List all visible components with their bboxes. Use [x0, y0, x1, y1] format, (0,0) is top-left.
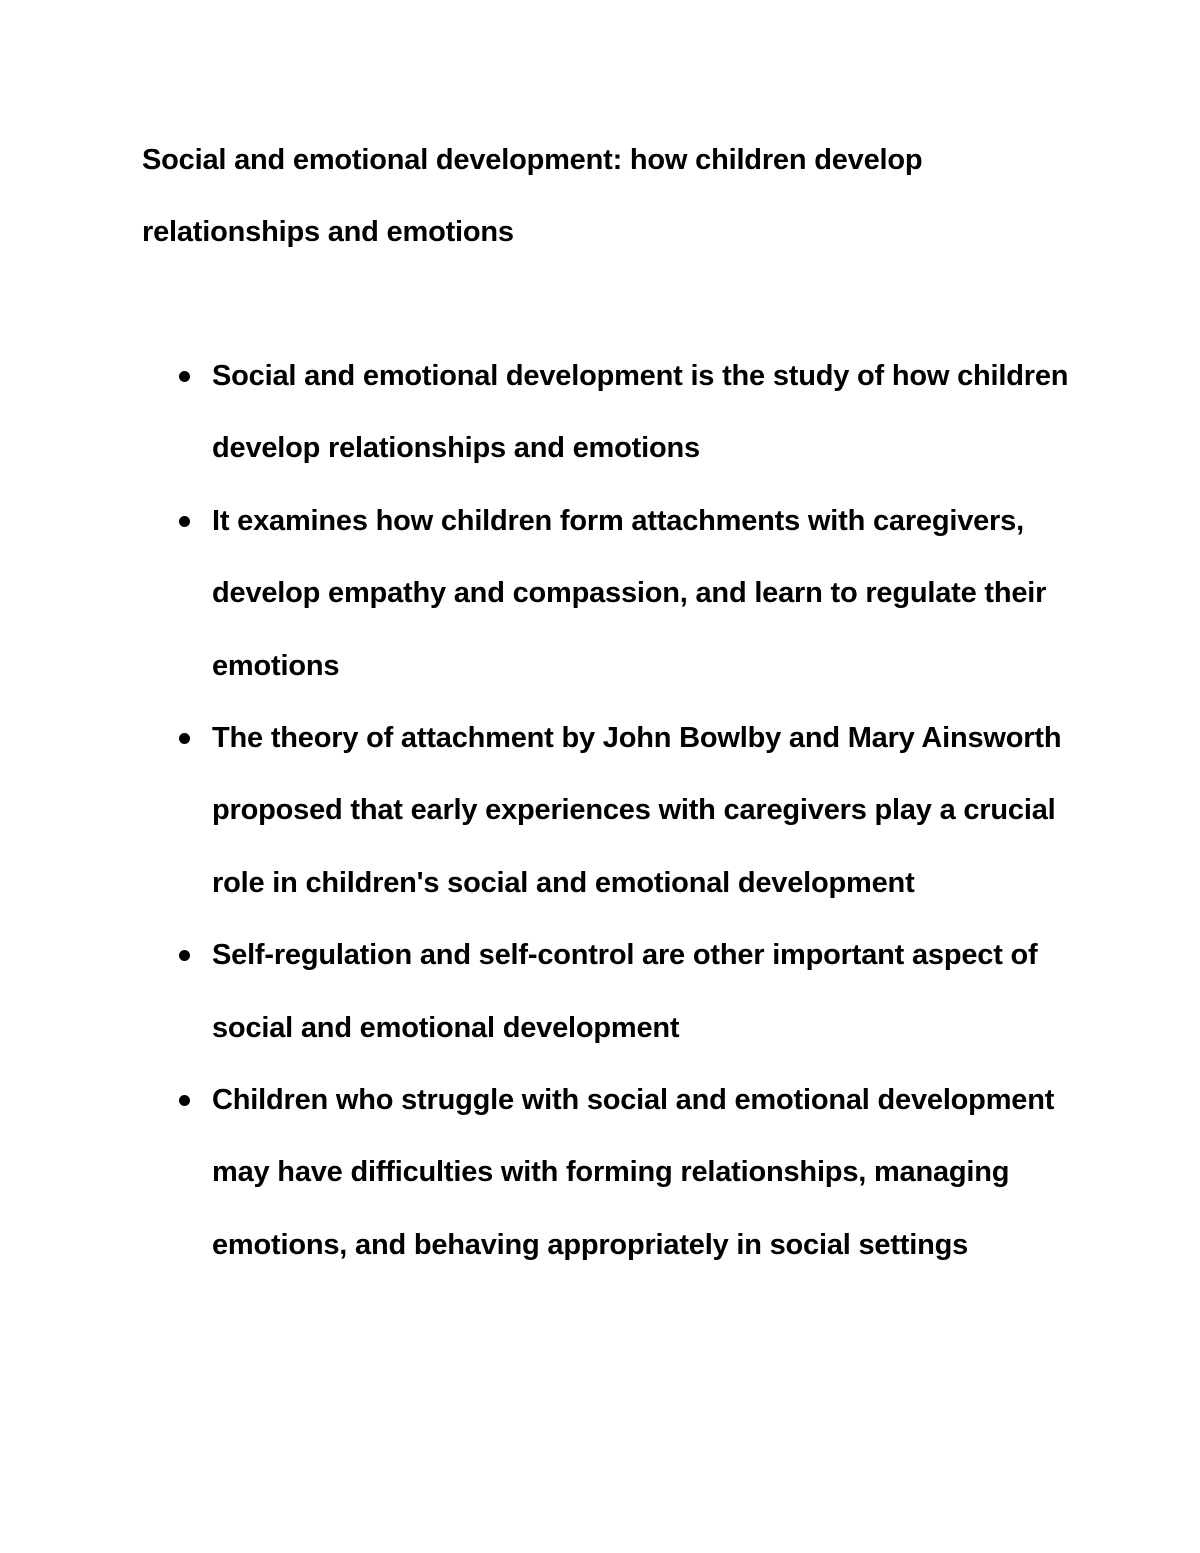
bullet-list [0, 340, 1200, 1281]
bullet-icon [179, 1095, 190, 1106]
bullet-icon [179, 733, 190, 744]
list-item-text: Children who struggle with social and emotional development may have difficulties with forming relationships, managing emotions, and behaving appropriately in social settings [212, 1084, 1055, 1261]
list-item [0, 919, 1200, 1064]
list-item [0, 1064, 1200, 1281]
bullet-icon [179, 516, 190, 527]
list-item [0, 340, 1200, 485]
list-item [0, 702, 1200, 919]
list-item-text: It examines how children form attachments with caregivers, develop empathy and compassion, and learn to regulate their emotions [212, 504, 1047, 682]
bullet-icon [179, 371, 190, 382]
list-item [0, 485, 1200, 702]
list-item-text: The theory of attachment by John Bowlby and Mary Ainsworth proposed that early experiences with caregivers play a crucial role in children's social and emotional development [212, 722, 1062, 899]
list-item-text: Social and emotional development is the study of how children develop relationships and emotions [212, 360, 1069, 465]
bullet-icon [179, 950, 190, 961]
document-title: Social and emotional development: how children develop relationships and emotions [142, 144, 923, 249]
list-item-text: Self-regulation and self-control are other important aspect of social and emotional development [212, 939, 1038, 1044]
